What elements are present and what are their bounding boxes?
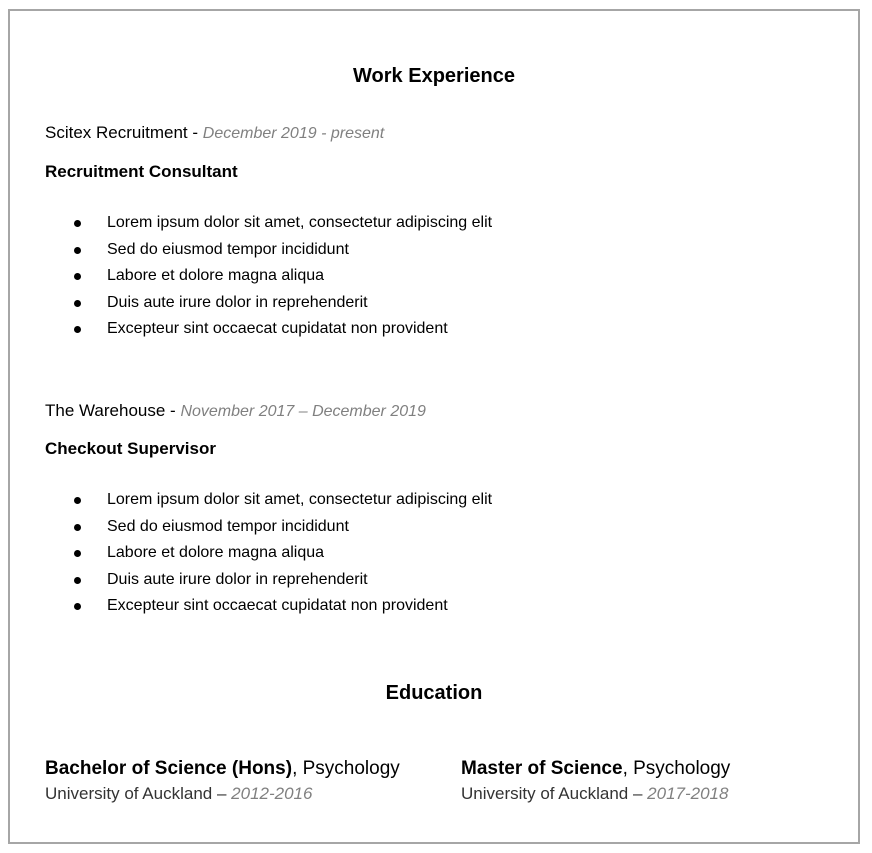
degree-name: Bachelor of Science (Hons) bbox=[45, 758, 293, 779]
bullet-icon bbox=[74, 497, 81, 504]
duty-text: Sed do eiusmod tempor incididunt bbox=[107, 240, 349, 258]
duty-text: Labore et dolore magna aliqua bbox=[107, 544, 325, 561]
bullet-icon bbox=[74, 577, 81, 584]
work-experience-heading: Work Experience bbox=[353, 65, 515, 87]
institution-line bbox=[461, 782, 730, 806]
list-item bbox=[45, 210, 492, 237]
employer-name: Scitex Recruitment bbox=[45, 123, 188, 142]
duty-text: Lorem ipsum dolor sit amet, consectetur adipiscing elit bbox=[107, 491, 493, 508]
list-item bbox=[45, 487, 492, 514]
degree-field: , Psychology bbox=[292, 758, 400, 779]
resume-page bbox=[8, 9, 860, 844]
bullet-icon bbox=[74, 247, 81, 254]
header-separator: - bbox=[187, 123, 203, 142]
duties-list bbox=[45, 487, 492, 620]
list-item bbox=[45, 237, 492, 264]
list-item bbox=[45, 263, 492, 290]
duty-text: Duis aute irure dolor in reprehenderit bbox=[107, 570, 368, 588]
employer-name: The Warehouse bbox=[45, 401, 166, 420]
job-title: Checkout Supervisor bbox=[45, 439, 216, 458]
institution-line bbox=[45, 782, 400, 806]
job-header bbox=[45, 401, 426, 421]
duty-text: Excepteur sint occaecat cupidatat non provident bbox=[107, 597, 448, 614]
job-title: Recruitment Consultant bbox=[45, 162, 238, 181]
bullet-icon bbox=[74, 524, 81, 531]
institution-name: University of Auckland – bbox=[461, 784, 648, 803]
education-entry bbox=[45, 757, 400, 806]
header-separator: - bbox=[165, 401, 181, 420]
bullet-icon bbox=[74, 300, 81, 307]
duty-text: Sed do eiusmod tempor incididunt bbox=[107, 517, 349, 535]
education-years: 2012-2016 bbox=[231, 784, 313, 803]
job-header bbox=[45, 123, 384, 143]
degree-field: , Psychology bbox=[622, 758, 731, 779]
duty-text: Labore et dolore magna aliqua bbox=[107, 267, 325, 284]
bullet-icon bbox=[74, 603, 81, 610]
duties-list bbox=[45, 210, 492, 343]
bullet-icon bbox=[74, 220, 81, 227]
bullet-icon bbox=[74, 273, 81, 280]
job-dates: December 2019 - present bbox=[202, 125, 385, 142]
list-item bbox=[45, 514, 492, 541]
duty-text: Lorem ipsum dolor sit amet, consectetur adipiscing elit bbox=[107, 214, 493, 231]
education-entry bbox=[461, 757, 730, 806]
education-years: 2017-2018 bbox=[647, 784, 729, 803]
duty-text: Duis aute irure dolor in reprehenderit bbox=[107, 293, 368, 311]
degree-line bbox=[461, 757, 730, 781]
list-item bbox=[45, 316, 492, 343]
job-dates: November 2017 – December 2019 bbox=[180, 403, 426, 420]
list-item bbox=[45, 290, 492, 317]
list-item bbox=[45, 567, 492, 594]
bullet-icon bbox=[74, 326, 81, 333]
list-item bbox=[45, 593, 492, 620]
education-heading: Education bbox=[385, 682, 483, 704]
institution-name: University of Auckland – bbox=[45, 784, 232, 803]
degree-line bbox=[45, 757, 400, 781]
list-item bbox=[45, 540, 492, 567]
degree-name: Master of Science bbox=[461, 758, 623, 779]
bullet-icon bbox=[74, 550, 81, 557]
duty-text: Excepteur sint occaecat cupidatat non provident bbox=[107, 320, 448, 337]
